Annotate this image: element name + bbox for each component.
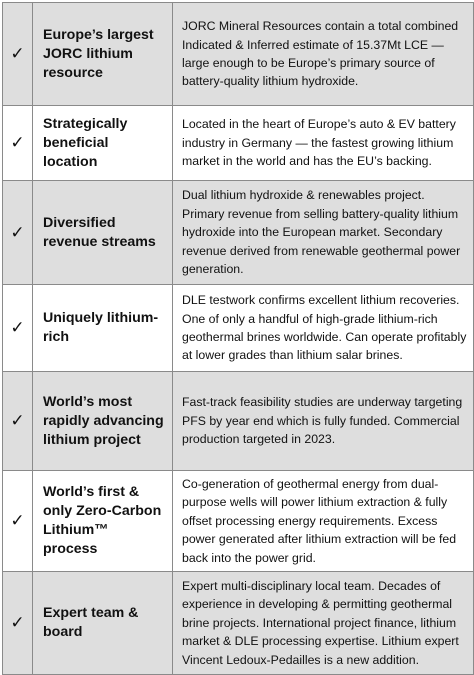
highlights-table [2,2,474,675]
row-description: Co-generation of geothermal energy from dual-purpose wells will power lithium extraction & fully offset processing energy requirements. Excess power generated after lithium extraction will be fed back into the power grid. [182,476,457,565]
table-row [3,284,473,371]
checkmark-icon: ✓ [3,181,33,284]
row-title: Strategically beneficial location [33,106,173,180]
row-title: Expert team & board [33,572,173,674]
table-row [3,3,473,105]
table-row [3,571,473,674]
checkmark-icon: ✓ [3,372,33,470]
row-title: Europe’s largest JORC lithium resource [33,3,173,105]
row-title: World’s most rapidly advancing lithium project [33,372,173,470]
checkmark-icon: ✓ [3,285,33,371]
row-description: DLE testwork confirms excellent lithium recoveries. One of only a handful of high-grade lithium-rich geothermal brines worldwide. Can operate profitably at lower grades than lithium salar brines. [182,293,467,363]
checkmark-icon: ✓ [3,106,33,180]
row-description: Expert multi-disciplinary local team. Decades of experience in developing & permitting geothermal brine projects. International project finance, lithium market & DLE processing expertise. Lithium expert Vincent Ledoux-Pedailles is a new addition. [182,578,459,667]
row-description: Located in the heart of Europe’s auto & EV battery industry in Germany — the fastest growing lithium market in the world and has the EU’s backing. [182,117,456,169]
table-row [3,371,473,470]
row-title: Uniquely lithium-rich [33,285,173,371]
row-description: Fast-track feasibility studies are underway targeting PFS by year end which is fully funded. Commercial production targeted in 2023. [182,395,463,447]
checkmark-icon: ✓ [3,471,33,571]
row-title: World’s first & only Zero-Carbon Lithium™ process [33,471,173,571]
checkmark-icon: ✓ [3,3,33,105]
table-row [3,180,473,284]
table-row [3,105,473,180]
table-row [3,470,473,571]
row-description: JORC Mineral Resources contain a total combined Indicated & Inferred estimate of 15.37Mt LCE — large enough to be Europe’s primary source of battery-quality lithium hydroxide. [182,19,459,89]
row-title: Diversified revenue streams [33,181,173,284]
checkmark-icon: ✓ [3,572,33,674]
row-description: Dual lithium hydroxide & renewables project. Primary revenue from selling battery-quality lithium hydroxide into the European market. Secondary revenue derived from renewable geothermal power generation. [182,188,461,277]
